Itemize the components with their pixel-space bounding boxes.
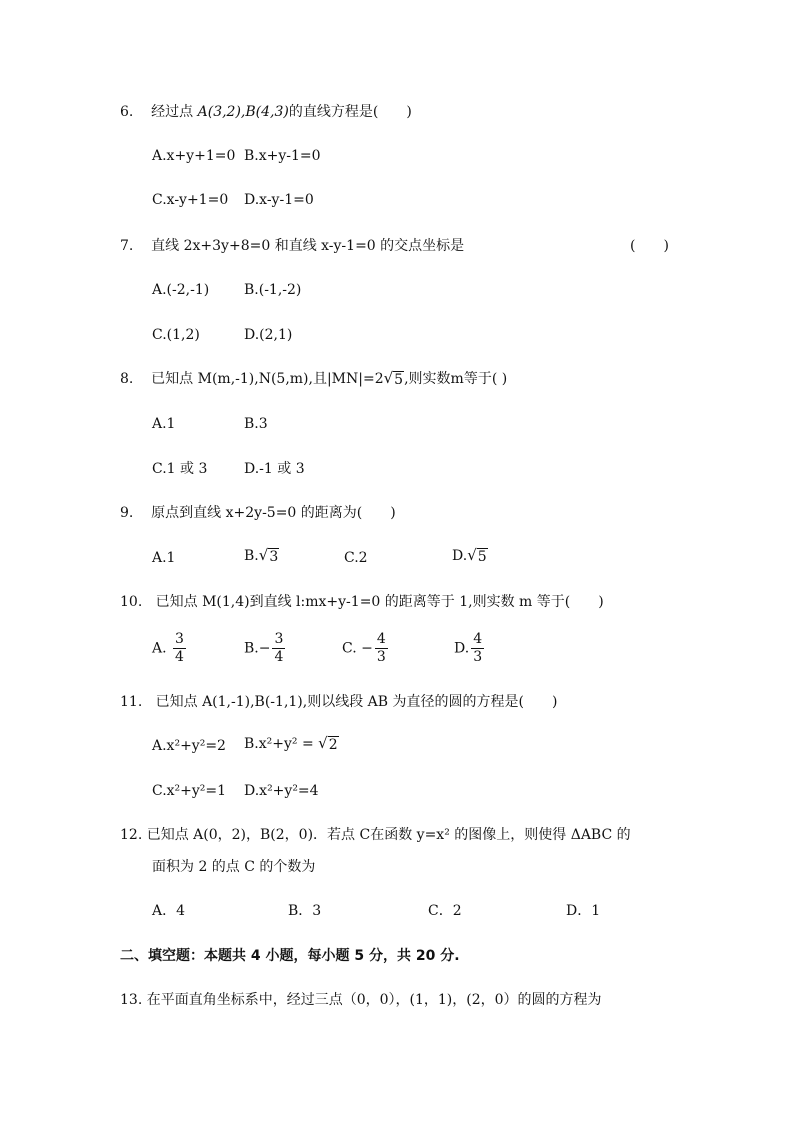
q12-stem-line2: 面积为 2 的点 C 的个数为	[152, 859, 316, 875]
q9-text: 原点到直线 x+2y-5=0 的距离为( )	[151, 505, 396, 521]
q6-text-pre: 经过点	[151, 104, 198, 120]
q10-option-d-numerator: 4	[473, 631, 483, 647]
q7-option-b: B.(-1,-2)	[244, 282, 302, 298]
q10-option-c-fraction	[375, 632, 388, 665]
q12-number: 12.	[120, 827, 143, 843]
q11-option-c: C.x²+y²=1	[152, 783, 227, 799]
q6-option-d: D.x-y-1=0	[244, 192, 314, 208]
q6-text-post: 的直线方程是( )	[288, 104, 412, 120]
q10-option-d-fraction	[471, 632, 484, 665]
q11-option-b-prefix: B.x²+y² =	[244, 736, 319, 752]
q10-text: 已知点 M(1,4)到直线 l:mx+y-1=0 的距离等于 1,则实数 m 等于( )	[155, 594, 604, 610]
q8-text-post: ,则实数m等于( )	[404, 371, 508, 387]
q10-option-a-fraction	[173, 632, 186, 665]
q11-option-b	[244, 734, 339, 754]
q7-text: 直线 2x+3y+8=0 和直线 x-y-1=0 的交点坐标是	[151, 238, 465, 254]
q7-option-c: C.(1,2)	[152, 327, 200, 343]
q10-option-c	[342, 632, 390, 665]
q9-stem	[120, 503, 396, 523]
q6-option-a: A.x+y+1=0	[152, 148, 236, 164]
q10-option-b	[244, 632, 287, 665]
q6-number: 6.	[120, 104, 134, 120]
q11-text: 已知点 A(1,-1),B(-1,1),则以线段 AB 为直径的圆的方程是( )	[155, 694, 558, 710]
q12-line1: 已知点 A(0，2)，B(2，0)．若点 C在函数 y=x² 的图像上，则使得 ΔABC 的	[146, 827, 631, 843]
q10-option-d	[454, 632, 486, 665]
q10-option-b-numerator: 3	[274, 631, 284, 647]
q10-option-a-numerator: 3	[175, 631, 184, 647]
q8-number: 8.	[120, 371, 134, 387]
q9-option-d-radicand: 5	[477, 549, 487, 565]
q10-option-c-denominator: 3	[376, 649, 386, 665]
q9-option-d-sqrt: √ 5	[467, 546, 487, 565]
q8-sqrt: √ 5	[383, 369, 404, 388]
q12-option-d: D．1	[566, 903, 601, 919]
q7-option-d: D.(2,1)	[244, 327, 293, 343]
q6-option-b: B.x+y-1=0	[244, 148, 321, 164]
q10-option-d-denominator: 3	[473, 649, 483, 665]
q9-option-c: C.2	[344, 550, 368, 566]
q10-option-d-prefix: D.	[454, 640, 470, 657]
q11-option-b-sqrt: √ 2	[318, 734, 338, 753]
q8-radicand: 5	[394, 372, 404, 388]
q6-option-c: C.x-y+1=0	[152, 192, 229, 208]
q7-option-a: A.(-2,-1)	[152, 282, 210, 298]
q11-number: 11.	[120, 694, 143, 710]
q11-option-b-radicand: 2	[328, 737, 338, 753]
q6-stem	[120, 102, 412, 122]
q10-stem	[120, 592, 604, 612]
q7-stem	[120, 236, 464, 256]
q8-option-d: D.-1 或 3	[244, 461, 305, 477]
q9-option-b-sqrt: √ 3	[258, 546, 279, 565]
q10-option-b-fraction	[272, 632, 285, 665]
q13-text: 在平面直角坐标系中，经过三点（0，0），(1，1)，(2，0）的圆的方程为	[146, 992, 602, 1008]
q10-option-a-prefix: A.	[152, 640, 167, 657]
q11-stem	[120, 692, 557, 712]
q10-option-a	[152, 632, 188, 665]
q7-answer-paren: ( )	[630, 238, 669, 254]
q8-text-pre: 已知点 M(m,-1),N(5,m),且|MN|=2	[151, 371, 384, 387]
q12-option-b: B．3	[288, 903, 322, 919]
q8-option-b: B.3	[244, 416, 268, 432]
q10-number: 10.	[120, 594, 143, 610]
q8-stem	[120, 369, 507, 389]
q9-option-d	[452, 546, 488, 566]
q9-number: 9.	[120, 505, 134, 521]
q12-option-c: C．2	[428, 903, 462, 919]
q7-number: 7.	[120, 238, 134, 254]
q13-number: 13.	[120, 992, 143, 1008]
q9-option-d-prefix: D.	[452, 548, 468, 564]
q10-option-b-denominator: 4	[274, 649, 284, 665]
q6-point-a: A(3,2),	[197, 104, 246, 120]
q12-stem-line1	[120, 825, 631, 845]
q6-point-b: B(4,3)	[245, 104, 289, 120]
q8-option-a: A.1	[152, 416, 176, 432]
q10-option-b-prefix: B.−	[244, 640, 271, 657]
q13-stem	[120, 990, 602, 1010]
q9-option-b-radicand: 3	[269, 549, 279, 565]
q10-option-a-denominator: 4	[175, 649, 184, 665]
q10-option-c-numerator: 4	[376, 631, 386, 647]
q9-option-b-prefix: B.	[244, 548, 259, 564]
q9-option-a: A.1	[152, 550, 176, 566]
section-2-heading: 二、填空题：本题共 4 小题，每小题 5 分，共 20 分.	[120, 948, 460, 964]
q9-option-b	[244, 546, 279, 566]
q10-option-c-prefix: C. −	[342, 640, 373, 657]
q8-option-c: C.1 或 3	[152, 461, 208, 477]
q12-option-a: A．4	[152, 903, 186, 919]
q11-option-a: A.x²+y²=2	[152, 738, 226, 754]
q11-option-d: D.x²+y²=4	[244, 783, 319, 799]
